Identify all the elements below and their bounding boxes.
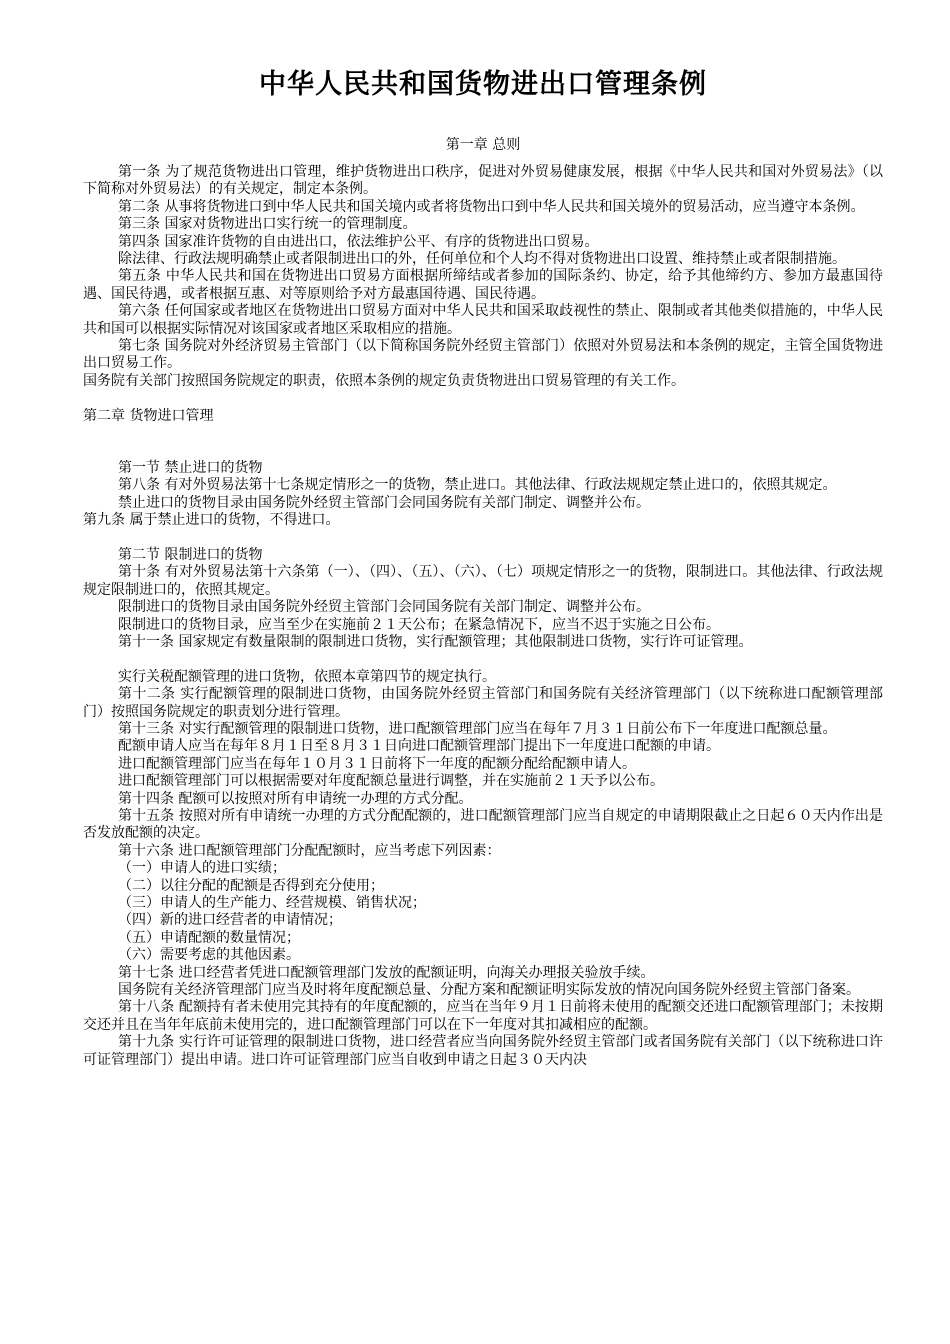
article-12: 第十二条 实行配额管理的限制进口货物，由国务院外经贸主管部门和国务院有关经济管理部门（以下统称进口配额管理部门）按照国务院规定的职责划分进行管理。 — [83, 686, 883, 720]
article-8-clause: 禁止进口的货物目录由国务院外经贸主管部门会同国务院有关部门制定、调整并公布。 — [118, 494, 650, 511]
article-19: 第十九条 实行许可证管理的限制进口货物，进口经营者应当向国务院外经贸主管部门或者国务院有关部门（以下统称进口许可证管理部门）提出申请。进口许可证管理部门应当自收到申请之日起３０天内决 — [83, 1034, 883, 1068]
article-17-clause: 国务院有关经济管理部门应当及时将年度配额总量、分配方案和配额证明实际发放的情况向国务院外经贸主管部门备案。 — [118, 982, 860, 999]
article-5: 第五条 中华人民共和国在货物进出口贸易方面根据所缔结或者参加的国际条约、协定，给予其他缔约方、参加方最惠国待遇、国民待遇，或者根据互惠、对等原则给予对方最惠国待遇、国民待遇。 — [83, 268, 883, 302]
article-11: 第十一条 国家规定有数量限制的限制进口货物，实行配额管理；其他限制进口货物，实行许可证管理。 — [118, 633, 753, 650]
article-7-clause: 国务院有关部门按照国务院规定的职责，依照本条例的规定负责货物进出口贸易管理的有关工作。 — [83, 372, 685, 389]
article-6: 第六条 任何国家或者地区在货物进出口贸易方面对中华人民共和国采取歧视性的禁止、限制或者其他类似措施的，中华人民共和国可以根据实际情况对该国家或者地区采取相应的措施。 — [83, 303, 883, 337]
article-13-clause-3: 进口配额管理部门可以根据需要对年度配额总量进行调整，并在实施前２１天予以公布。 — [118, 773, 664, 790]
article-13-clause-1: 配额申请人应当在每年８月１日至８月３１日向进口配额管理部门提出下一年度进口配额的申请。 — [118, 738, 720, 755]
chapter-1-body — [83, 164, 883, 390]
article-16-item-4: （四）新的进口经营者的申请情况； — [118, 912, 342, 929]
article-13: 第十三条 对实行配额管理的限制进口货物，进口配额管理部门应当在每年７月３１日前公布下一年度进口配额总量。 — [118, 720, 837, 737]
article-3: 第三条 国家对货物进出口实行统一的管理制度。 — [118, 216, 417, 233]
article-2: 第二条 从事将货物进口到中华人民共和国关境内或者将货物出口到中华人民共和国关境外的贸易活动，应当遵守本条例。 — [118, 198, 865, 215]
section-1-heading: 第一节 禁止进口的货物 — [118, 459, 263, 476]
article-10-clause-1: 限制进口的货物目录由国务院外经贸主管部门会同国务院有关部门制定、调整并公布。 — [118, 599, 650, 616]
article-15: 第十五条 按照对所有申请统一办理的方式分配配额的，进口配额管理部门应当自规定的申请期限截止之日起６０天内作出是否发放配额的决定。 — [83, 807, 883, 842]
article-4: 第四条 国家准许货物的自由进出口，依法维护公平、有序的货物进出口贸易。 — [118, 233, 599, 250]
article-14: 第十四条 配额可以按照对所有申请统一办理的方式分配。 — [118, 790, 473, 807]
article-10-clause-2: 限制进口的货物目录，应当至少在实施前２１天公布；在紧急情况下，应当不迟于实施之日公布。 — [118, 616, 720, 633]
section-2-heading: 第二节 限制进口的货物 — [118, 546, 263, 563]
article-16-item-2: （二）以往分配的配额是否得到充分使用； — [118, 877, 384, 894]
article-16-item-6: （六）需要考虑的其他因素。 — [118, 947, 300, 964]
document-title: 中华人民共和国货物进出口管理条例 — [259, 69, 707, 100]
article-8: 第八条 有对外贸易法第十七条规定情形之一的货物，禁止进口。其他法律、行政法规规定禁止进口的，依照其规定。 — [118, 477, 837, 494]
article-1: 第一条 为了规范货物进出口管理，维护货物进出口秩序，促进对外贸易健康发展，根据《中华人民共和国对外贸易法》（以下简称对外贸易法）的有关规定，制定本条例。 — [83, 164, 883, 198]
article-16-item-3: （三）申请人的生产能力、经营规模、销售状况； — [118, 894, 426, 911]
chapter-2-heading: 第二章 货物进口管理 — [83, 407, 214, 424]
article-16-item-1: （一）申请人的进口实绩； — [118, 860, 286, 877]
section-1 — [83, 460, 883, 530]
article-17: 第十七条 进口经营者凭进口配额管理部门发放的配额证明，向海关办理报关验放手续。 — [118, 964, 655, 981]
article-9: 第九条 属于禁止进口的货物，不得进口。 — [83, 512, 340, 529]
article-18: 第十八条 配额持有者未使用完其持有的年度配额的，应当在当年９月１日前将未使用的配额交还进口配额管理部门；未按期交还并且在当年年底前未使用完的，进口配额管理部门可以在下一年度对其扣减相应的配额。 — [83, 999, 883, 1033]
article-10: 第十条 有对外贸易法第十六条第（一）、（四）、（五）、（六）、（七）项规定情形之一的货物，限制进口。其他法律、行政法规规定限制进口的，依照其规定。 — [83, 564, 883, 598]
article-11-clause: 实行关税配额管理的进口货物，依照本章第四节的规定执行。 — [118, 668, 496, 685]
document-page — [83, 62, 883, 1069]
article-16-item-5: （五）申请配额的数量情况； — [118, 929, 300, 946]
article-4-clause: 除法律、行政法规明确禁止或者限制进出口的外，任何单位和个人均不得对货物进出口设置、维持禁止或者限制措施。 — [118, 251, 846, 268]
article-16: 第十六条 进口配额管理部门分配配额时，应当考虑下列因素： — [118, 842, 501, 859]
article-13-clause-2: 进口配额管理部门应当在每年１０月３１日前将下一年度的配额分配给配额申请人。 — [118, 755, 636, 772]
article-7: 第七条 国务院对外经济贸易主管部门（以下简称国务院外经贸主管部门）依照对外贸易法和本条例的规定，主管全国货物进出口贸易工作。 — [83, 338, 883, 372]
section-2 — [83, 547, 883, 1069]
chapter-1-heading: 第一章 总则 — [445, 137, 521, 153]
